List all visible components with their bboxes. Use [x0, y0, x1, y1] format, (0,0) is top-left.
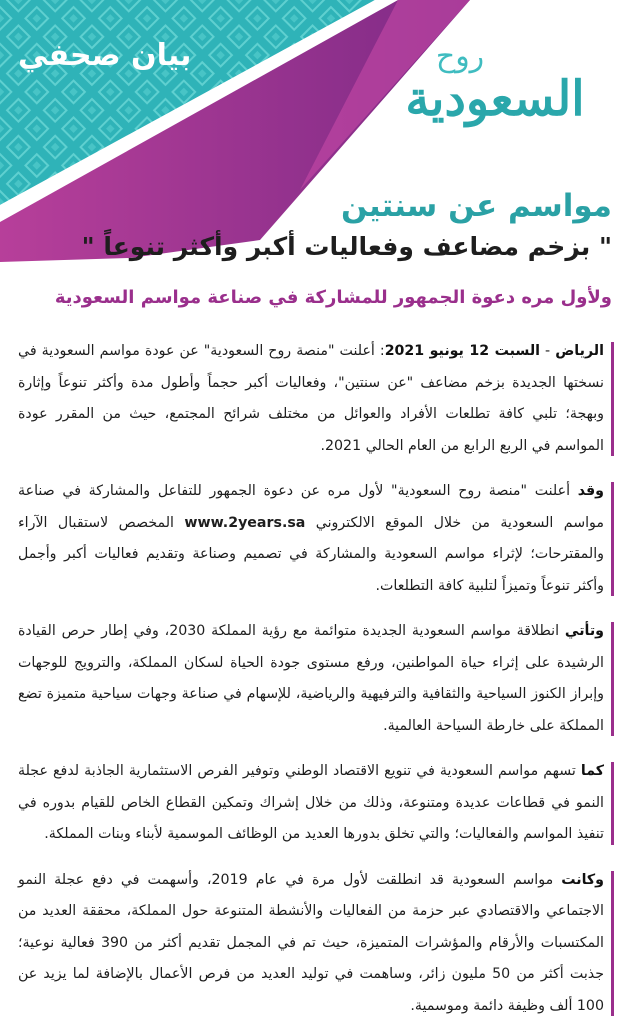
tagline: ولأول مره دعوة الجمهور للمشاركة في صناعة مواسم السعودية: [54, 287, 612, 308]
paragraph-marker: [611, 762, 614, 845]
dateline: السبت 12 يونيو 2021: [384, 343, 541, 359]
page-subtitle: " بزخم مضاعف وفعاليات أكبر وأكثر تنوعاً ": [81, 232, 612, 261]
paragraph-marker: [611, 482, 614, 596]
paragraph-text: أعلنت "منصة روح السعودية" لأول مره عن دعوة الجمهور للتفاعل والمشاركة في صناعة مواسم السعودية من خلال الموقع الالكتروني: [18, 483, 604, 531]
paragraph-lead: كما: [580, 763, 604, 779]
paragraph-separator: -: [540, 343, 556, 359]
paragraph-5: [18, 865, 614, 1023]
paragraph-1: [18, 336, 614, 462]
paragraph-text: انطلاقة مواسم السعودية الجديدة متوائمة مع رؤية المملكة 2030، وفي إطار حرص القيادة الرشيدة على إثراء حياة المواطنين، ورفع مستوى جودة الحياة لسكان المملكة، والترويج للوجهات وإبراز الكنوز السياحية والثقافية والترفيهية والرياضية، للإسهام في صناعة وجهات سياحية متميزة تضع المملكة على خارطة السياحة العالمية.: [18, 623, 604, 734]
ruh-alsaudia-logo: [400, 39, 590, 127]
press-release-badge: بيان صحفي: [18, 38, 192, 73]
paragraph-marker: [611, 342, 614, 456]
paragraph-marker: [611, 622, 614, 736]
paragraph-text: مواسم السعودية قد انطلقت لأول مرة في عام 2019، وأسهمت في دفع عجلة النمو الاجتماعي والاقتصادي عبر حزمة من الفعاليات والأنشطة المتنوعة حول المملكة، محققة العديد من المكتسبات والأرقام والمؤشرات المتميزة، حيث تم في المجمل تقديم أكثر من 390 فعالية نوعية؛ جذبت أكثر من 50 مليون زائر، وساهمت في توليد العديد من فرص الأعمال بالإضافة لما يزيد عن 100 ألف وظيفة دائمة وموسمية.: [18, 871, 604, 1014]
paragraph-text: المخصص لاستقبال الآراء والمقترحات؛ لإثراء مواسم السعودية والمشاركة في تصميم وصناعة وتقديم فعاليات أكبر وأجمل وأكثر تنوعاً وتميزاً لتلبية كافة التطلعات.: [18, 514, 604, 594]
paragraph-marker: [611, 871, 614, 1017]
paragraph-lead: وقد: [577, 483, 604, 499]
paragraph-3: [18, 616, 614, 742]
paragraph-2: [18, 476, 614, 602]
page-title: مواسم عن سنتين: [340, 188, 612, 224]
logo-main-text: السعودية: [405, 71, 585, 127]
paragraph-lead: وتأتي: [564, 623, 604, 639]
paragraph-lead: الرياض: [555, 343, 604, 359]
paragraph-lead: وكانت: [561, 871, 604, 888]
paragraph-text: : أعلنت "منصة روح السعودية" عن عودة مواسم السعودية في نسختها الجديدة بزخم مضاعف "عن سنتين"، وفعاليات أكبر حجماً وأطول مدة وأكثر تنوعاً وإثارة وبهجة؛ تلبي كافة تطلعات الأفراد والعوائل من مختلف شرائح المجتمع، حيث من المقرر عودة المواسم في الربع الرابع من العام الحالي 2021.: [18, 343, 604, 454]
website-link[interactable]: www.2years.sa: [184, 514, 306, 531]
article-body: [18, 336, 614, 1036]
paragraph-4: [18, 756, 614, 851]
logo-top-text: روح: [435, 39, 485, 74]
paragraph-text: تسهم مواسم السعودية في تنويع الاقتصاد الوطني وتوفير الفرص الاستثمارية الجاذبة لدفع عجلة النمو في قطاعات عديدة ومتنوعة، وذلك من خلال إشراك وتمكين القطاع الخاص للقيام بدوره في تنفيذ المواسم والفعاليات؛ والتي تخلق بدورها العديد من الوظائف الموسمية لأبناء وبنات المملكة.: [18, 763, 604, 842]
